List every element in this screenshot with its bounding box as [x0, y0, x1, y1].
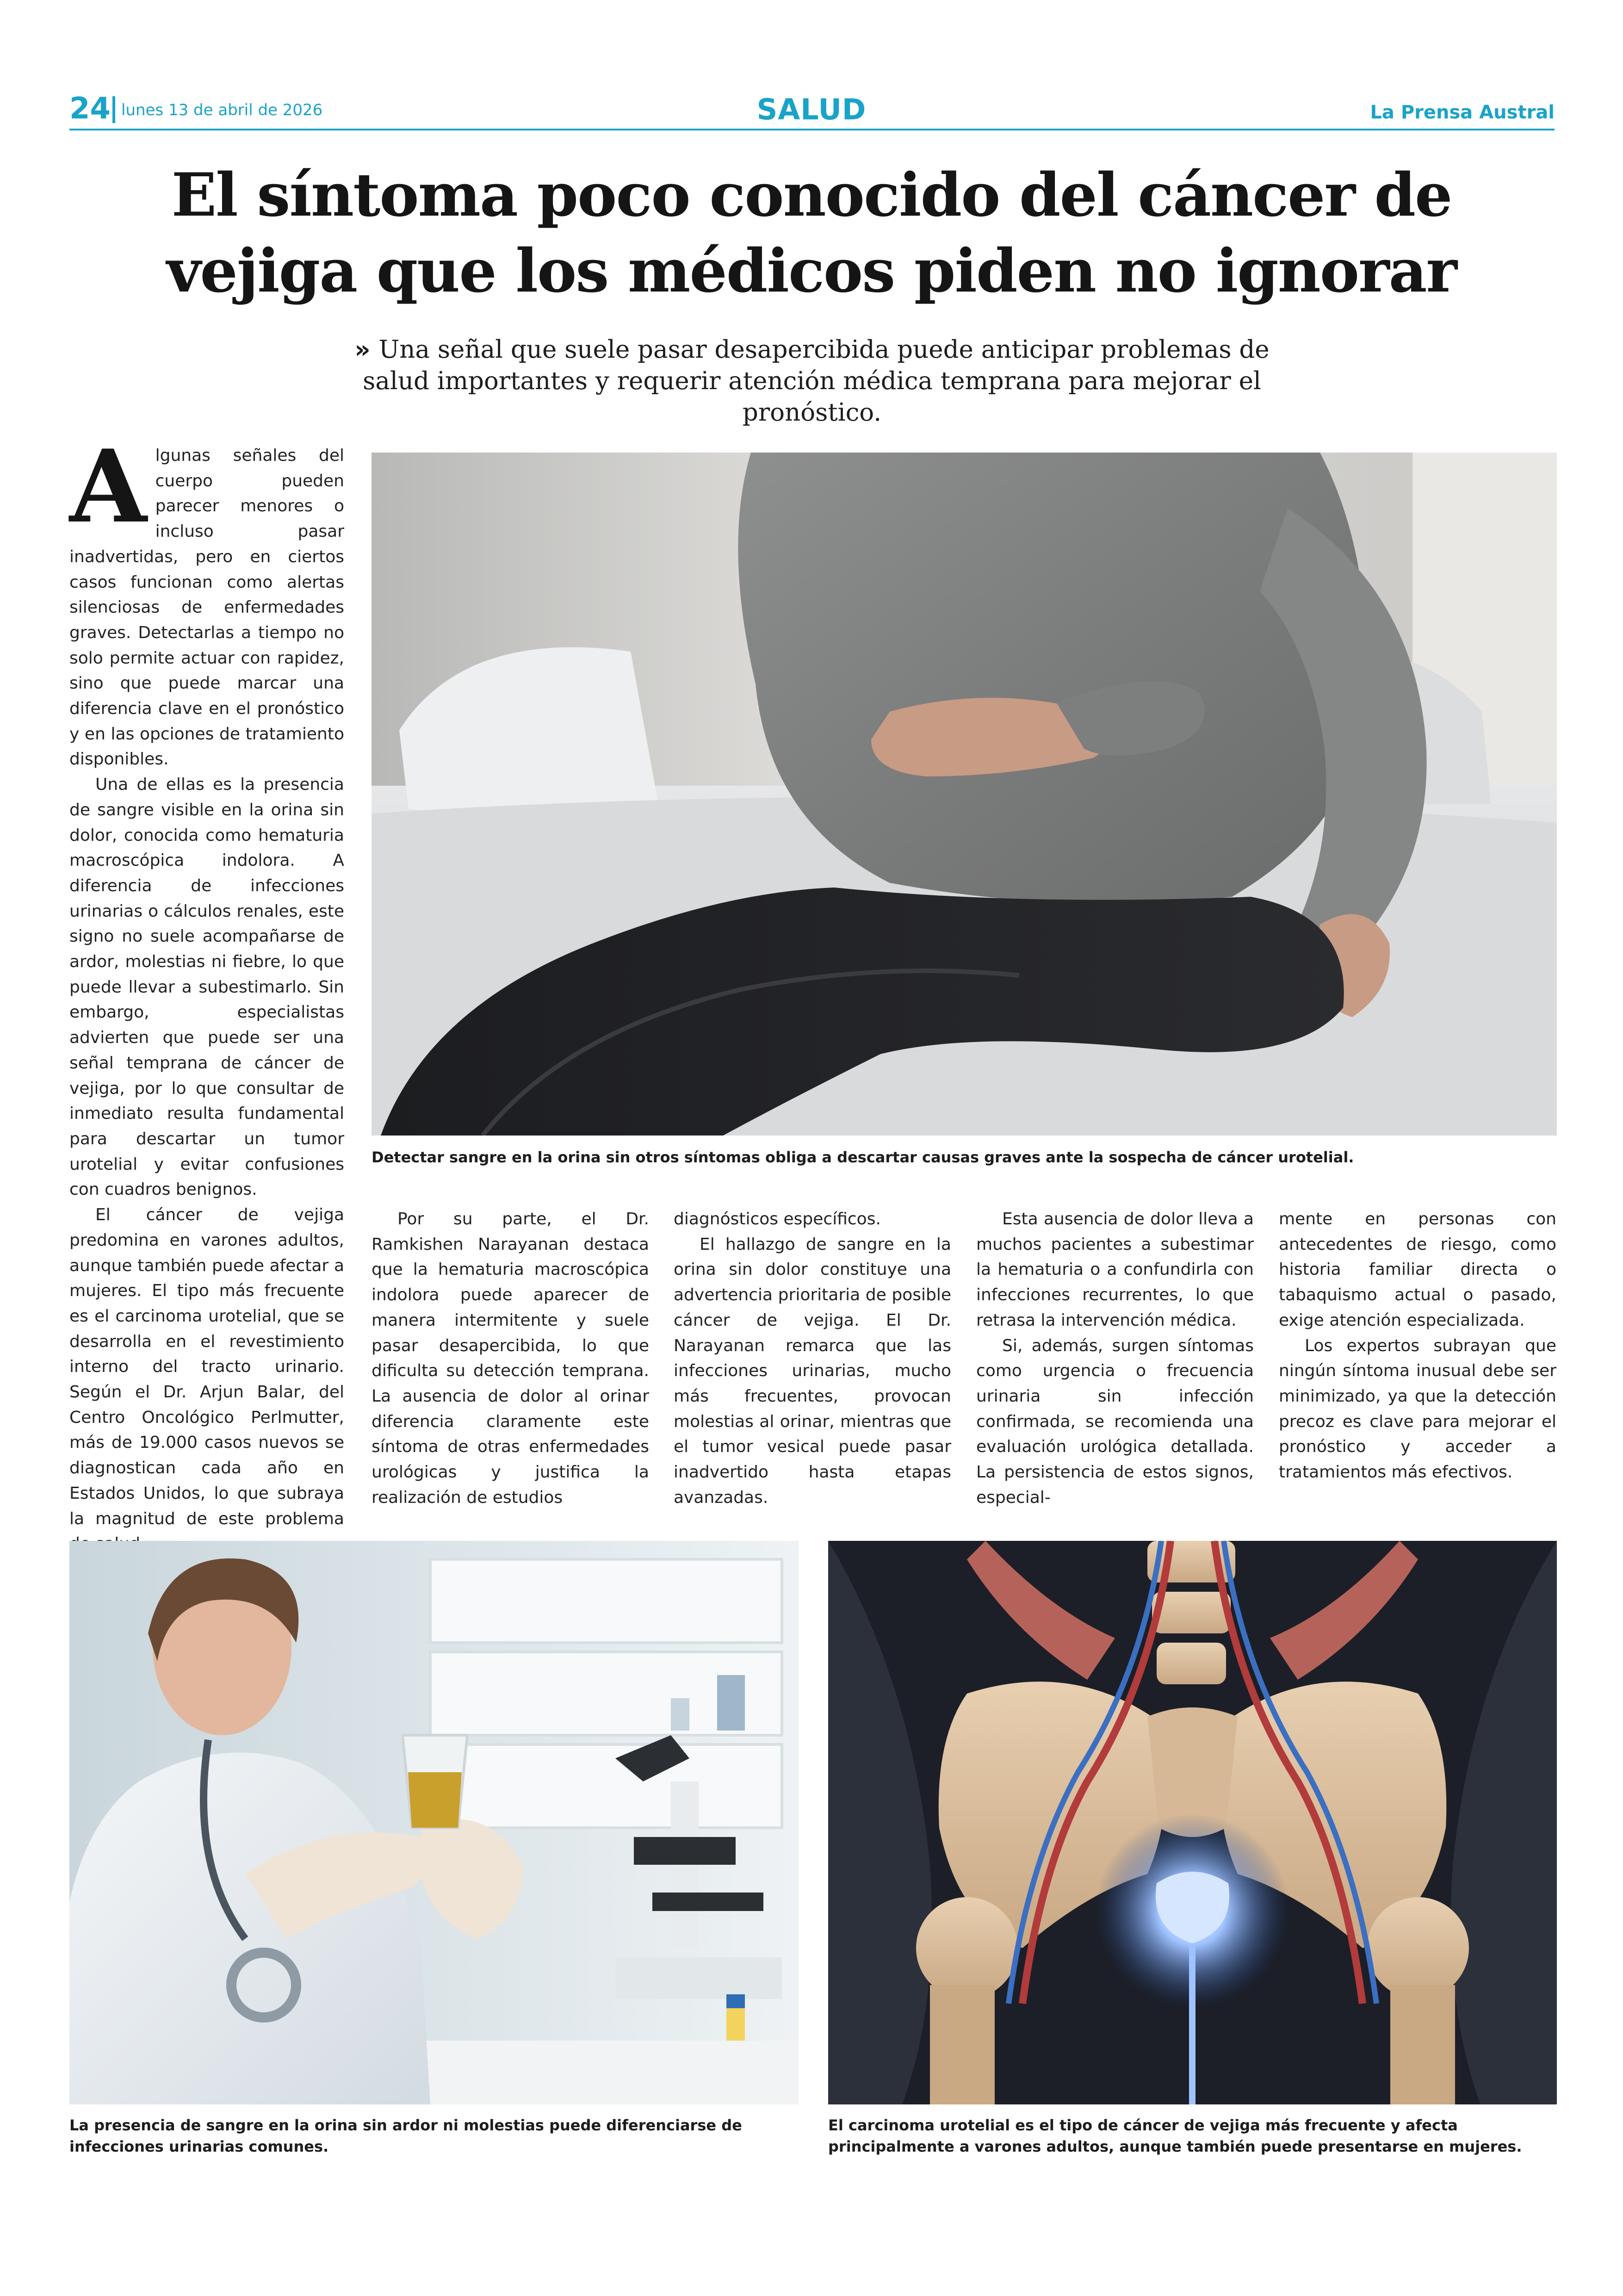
main-photo: [372, 453, 1557, 1136]
doctor-urine-sample-illustration: [69, 1541, 799, 2104]
woman-abdominal-pain-illustration: [372, 453, 1557, 1136]
article-column-2: [372, 1207, 649, 1510]
paragraph: Una de ellas es la presencia de sangre visible en la orina sin dolor, conocida como hematuria macroscópica indolora. A diferencia de infecciones urinarias o cálculos renales, este signo no suele acompañarse de ardor, molestias ni fiebre, lo que puede llevar a subestimarlo. Sin embargo, especialistas advierten que puede ser una señal temprana de cáncer de vejiga, por lo que consultar de inmediato resulta fundamental para descartar un tumor urotelial y evitar confusiones con cuadros benignos.: [69, 775, 344, 1199]
section-label: SALUD: [756, 93, 867, 126]
lab-photo-caption: La presencia de sangre en la orina sin ardor ni molestias puede diferenciarse de infecciones urinarias comunes.: [69, 2116, 742, 2155]
issue-date: lunes 13 de abril de 2026: [121, 101, 323, 119]
article-column-5: [1279, 1207, 1556, 1485]
paragraph: diagnósticos específicos.: [674, 1210, 881, 1229]
article-column-3: [674, 1207, 951, 1510]
main-photo-caption: Detectar sangre en la orina sin otros síntomas obliga a descartar causas graves ante la sospecha de cáncer urotelial.: [372, 1148, 1354, 1166]
paragraph: El hallazgo de sangre en la orina sin dolor constituye una advertencia prioritaria de posible cáncer de vejiga. El Dr. Narayanan remarca que las infecciones urinarias, mucho más frecuentes, provocan molestias al orinar, mientras que el tumor vesical puede pasar inadvertido hasta etapas avanzadas.: [674, 1235, 951, 1507]
pelvis-bladder-anatomy-illustration: [828, 1541, 1557, 2104]
headline: [93, 157, 1530, 309]
paragraph-text: lgunas señales del cuerpo pueden parecer menores o incluso pasar inadvertidas, pero en ciertos casos funcionan como alertas silenciosas de enfermedades graves. Detectarlas a tiempo no solo permite actuar con rapidez, sino que puede marcar una diferencia clave en el pronóstico y en las opciones de tratamiento disponibles.: [69, 446, 344, 769]
paragraph: El cáncer de vejiga predomina en varones adultos, aunque también puede afectar a mujeres. El tipo más frecuente es el carcinoma urotelial, que se desarrolla en el revestimiento interno del tracto urinario. Según el Dr. Arjun Balar, del Centro Oncológico Perlmutter, más de 19.000 casos nuevos se diagnostican cada año en Estados Unidos, lo que subraya la magnitud de este problema: [69, 1205, 344, 1528]
drop-cap: A: [69, 428, 147, 545]
paragraph: Esta ausencia de dolor lleva a muchos pacientes a subestimar la hematuria o a confundirla con infecciones recurrentes, lo que retrasa la intervención médica.: [976, 1210, 1254, 1330]
paragraph: mente en personas con antecedentes de riesgo, como historia familiar directa o tabaquismo actual o pasado, exige atención especializada.: [1279, 1210, 1556, 1330]
article-column-1: [69, 428, 344, 1557]
page-number: 24: [69, 92, 111, 126]
deck-text: Una señal que suele pasar desapercibida puede anticipar problemas de salud importantes y requerir atención médica temprana para mejorar el pronóstico.: [363, 335, 1270, 427]
lab-photo: [69, 1541, 799, 2104]
pelvis-illustration: [828, 1541, 1557, 2104]
paragraph: Si, además, surgen síntomas como urgencia o frecuencia urinaria sin infección confirmada, se recomienda una evaluación urológica detallada. La persistencia de estos signos, especial-: [976, 1336, 1254, 1507]
deck-marker-icon: »: [354, 335, 371, 364]
headline-line-2: vejiga que los médicos piden no ignorar: [167, 236, 1456, 306]
pelvis-illustration-caption: El carcinoma urotelial es el tipo de cáncer de vejiga más frecuente y afecta principalmente a varones adultos, aunque también puede presentarse en mujeres.: [828, 2116, 1522, 2155]
header-rule: [69, 129, 1555, 130]
deck: [324, 334, 1300, 428]
newspaper-name: La Prensa Austral: [1370, 102, 1555, 123]
paragraph: Por su parte, el Dr. Ramkishen Narayanan destaca que la hematuria macroscópica indolora puede aparecer de manera intermitente y suele pasar desapercibida, lo que dificulta su detección temprana. La ausencia de dolor al orinar diferencia claramente este síntoma de otras enfermedades urológicas y justifica la realización de estudios: [372, 1210, 649, 1507]
headline-line-1: El síntoma poco conocido del cáncer de: [171, 161, 1452, 230]
paragraph: [69, 428, 344, 772]
article-column-4: [976, 1207, 1254, 1510]
paragraph: Los expertos subrayan que ningún síntoma inusual debe ser minimizado, ya que la detección precoz es clave para mejorar el pronóstico y acceder a tratamientos más efectivos.: [1279, 1336, 1556, 1482]
